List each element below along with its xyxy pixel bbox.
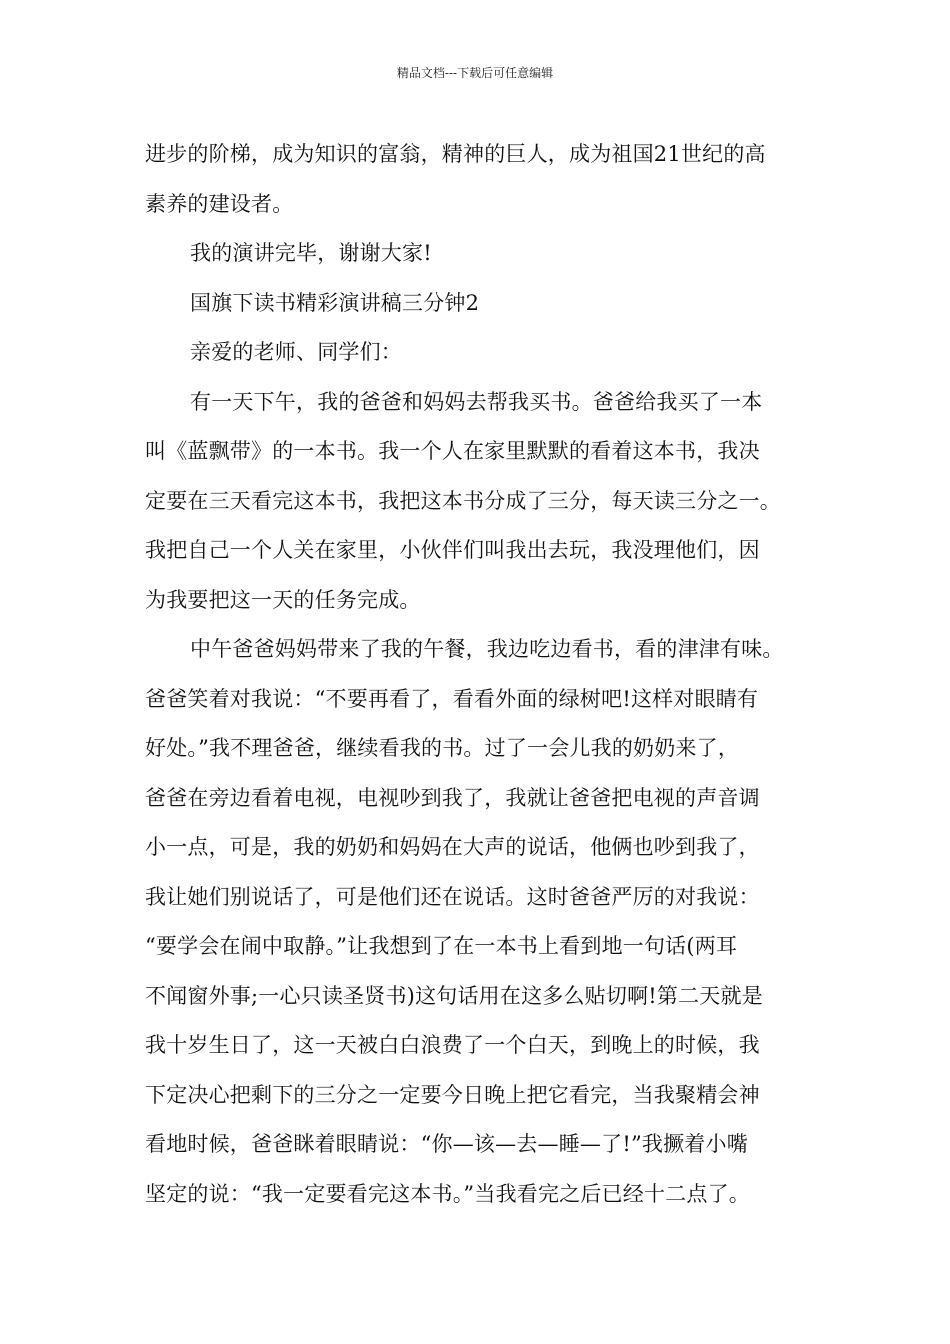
text-line: 小一点，可是，我的奶奶和妈妈在大声的说话，他俩也吵到我了，	[145, 835, 760, 859]
text-line: 我把自己一个人关在家里，小伙伴们叫我出去玩，我没理他们，因	[145, 538, 760, 562]
text-line: 不闻窗外事;一心只读圣贤书)这句话用在这多么贴切啊!第二天就是	[145, 983, 763, 1008]
salutation: 亲爱的老师、同学们：	[190, 340, 402, 364]
text-line: 我的演讲完毕，谢谢大家!	[190, 241, 432, 265]
paragraph-start: 中午爸爸妈妈带来了我的午餐，我边吃边看书，看的津津有味。	[190, 637, 784, 661]
text-line: 进步的阶梯，成为知识的富翁，精神的巨人，成为祖国21世纪的高	[145, 142, 766, 166]
section-title: 国旗下读书精彩演讲稿三分钟2	[190, 290, 480, 315]
text-line: “要学会在闹中取静。”让我想到了在一本书上看到地一句话(两耳	[145, 934, 738, 958]
text-line: 好处。”我不理爸爸，继续看我的书。过了一会儿我的奶奶来了，	[145, 736, 740, 760]
text-line: 坚定的说：“我一定要看完这本书。”当我看完之后已经十二点了。	[145, 1181, 750, 1206]
text-line: 定要在三天看完这本书，我把这本书分成了三分，每天读三分之一。	[145, 488, 781, 513]
text-line: 素养的建设者。	[145, 191, 294, 216]
text-line: 叫《蓝飘带》的一本书。我一个人在家里默默的看着这本书，我决	[145, 439, 760, 463]
text-line: 看地时候，爸爸眯着眼睛说：“你—该—去—睡—了!”我撅着小嘴	[145, 1132, 748, 1156]
text-line: 爸爸笑着对我说：“不要再看了，看看外面的绿树吧!这样对眼睛有	[145, 686, 759, 711]
document-body	[145, 130, 825, 1219]
text-line: 我让她们别说话了，可是他们还在说话。这时爸爸严厉的对我说：	[145, 884, 760, 909]
text-line: 下定决心把剩下的三分之一定要今日晚上把它看完，当我聚精会神	[145, 1082, 760, 1107]
text-line: 我十岁生日了，这一天被白白浪费了一个白天，到晚上的时候，我	[145, 1033, 760, 1057]
paragraph-start: 有一天下午，我的爸爸和妈妈去帮我买书。爸爸给我买了一本	[190, 389, 763, 414]
text-line: 爸爸在旁边看着电视，电视吵到我了，我就让爸爸把电视的声音调	[145, 785, 760, 810]
text-line: 为我要把这一天的任务完成。	[145, 587, 421, 612]
page-header: 精品文档---下载后可任意编辑	[396, 66, 554, 80]
